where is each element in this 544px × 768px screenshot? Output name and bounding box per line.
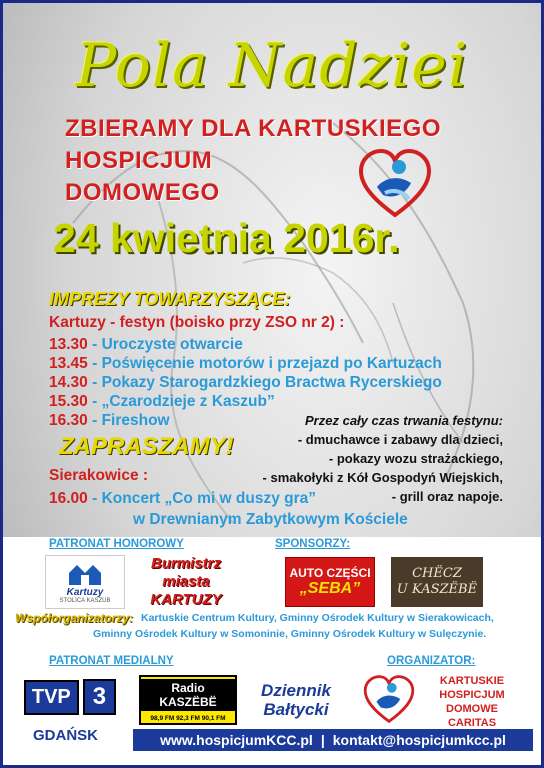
auto-czesci-seba-logo — [285, 557, 375, 607]
auto-czesci-text: AUTO CZĘŚCI — [289, 566, 371, 580]
hospice-heart-logo-icon — [355, 143, 435, 223]
tvp3-logo — [11, 675, 129, 719]
burmistrz-line: KARTUZY — [150, 591, 222, 608]
sponsors-label: SPONSORZY: — [275, 538, 351, 550]
schedule-text: - Poświęcenie motorów i przejazd po Kartuzach — [92, 355, 442, 372]
schedule-item — [49, 335, 442, 354]
checz-line: U KASZËBË — [396, 582, 478, 597]
schedule-item — [49, 373, 442, 392]
checz-line: CHËCZ — [412, 566, 462, 581]
website-link[interactable]: www.hospicjumKCC.pl — [160, 732, 313, 748]
festival-note-item: - dmuchawce i zabawy dla dzieci, — [297, 432, 503, 447]
tvp-number: 3 — [83, 679, 116, 715]
checz-u-kaszebe-logo — [391, 557, 483, 607]
schedule-item — [49, 392, 442, 411]
kartuzy-logo-sub: STOLICA KASZUB — [59, 597, 111, 604]
burmistrz-logo — [131, 553, 241, 611]
schedule-text: - Koncert „Co mi w duszy gra” — [92, 490, 317, 507]
organizer-label: ORGANIZATOR: — [387, 655, 476, 667]
seba-text: „SEBA” — [299, 580, 361, 597]
organizer-text — [417, 671, 527, 733]
coorganizers-line-2: Gminny Ośrodek Kultury w Somoninie, Gminny Ośrodek Kultury w Sulęczynie. — [93, 628, 487, 640]
footer-separator: | — [320, 732, 325, 748]
dziennik-line: Dziennik — [261, 681, 331, 700]
festival-note-heading: Przez cały czas trwania festynu: — [305, 413, 503, 428]
burmistrz-line: Burmistrz — [150, 555, 221, 572]
festival-note-item: - smakołyki z Kół Gospodyń Wiejskich, — [262, 470, 503, 485]
media-patronage-label: PATRONAT MEDIALNY — [49, 655, 174, 667]
contact-footer — [133, 729, 533, 751]
organizer-line: DOMOWE — [446, 703, 498, 715]
kartuzy-heading: Kartuzy - festyn (boisko przy ZSO nr 2) : — [49, 314, 345, 331]
coorganizers-line-1: Kartuskie Centrum Kultury, Gminny Ośrodek Kultury w Sierakowicach, — [141, 612, 494, 624]
honorary-patronage-label: PATRONAT HONOROWY — [49, 538, 184, 550]
slogan-line-2: HOSPICJUM — [65, 147, 213, 174]
radio-name: Radio KASZËBË — [141, 679, 235, 711]
slogan-line-1: ZBIERAMY DLA KARTUSKIEGO — [65, 115, 442, 142]
schedule-time: 14.30 — [49, 374, 88, 391]
kartuzy-logo-text: Kartuzy — [66, 586, 104, 598]
organizer-line: CARITAS — [447, 717, 497, 729]
town-crest-icon — [65, 561, 105, 587]
schedule-time: 13.45 — [49, 355, 88, 372]
radio-frequencies: 98,9 FM 92,3 FM 90,1 FM — [150, 714, 226, 722]
sierakowice-heading: Sierakowice : — [49, 467, 149, 484]
festival-note-item: - pokazy wozu strażackiego, — [328, 451, 503, 466]
organizer-heart-logo-icon — [361, 671, 417, 727]
schedule-time: 16.00 — [49, 490, 88, 507]
poster-title: Pola Nadziei — [75, 31, 469, 101]
email-link[interactable]: kontakt@hospicjumkcc.pl — [332, 732, 506, 748]
schedule-text: - „Czarodzieje z Kaszub” — [92, 393, 275, 410]
slogan-line-3: DOMOWEGO — [65, 179, 220, 206]
coorganizers-label: Współorganizatorzy: — [15, 611, 134, 625]
schedule-text: - Fireshow — [92, 412, 170, 429]
event-date: 24 kwietnia 2016r. — [53, 215, 400, 261]
organizer-line: KARTUSKIE — [439, 675, 505, 687]
schedule-time: 13.30 — [49, 336, 88, 353]
burmistrz-line: miasta — [162, 573, 210, 590]
radio-kaszebe-logo — [139, 675, 237, 725]
sierakowice-venue: w Drewnianym Zabytkowym Kościele — [133, 511, 408, 528]
sierakowice-event — [49, 489, 316, 508]
schedule-time: 16.30 — [49, 412, 88, 429]
schedule-item — [49, 354, 442, 373]
kartuzy-logo — [45, 555, 125, 609]
tvp-text: TVP — [24, 680, 79, 715]
organizer-line: HOSPICJUM — [439, 689, 505, 701]
schedule-time: 15.30 — [49, 393, 88, 410]
schedule-text: - Uroczyste otwarcie — [92, 336, 243, 353]
tvp-city: GDAŃSK — [33, 727, 99, 744]
invite-heading: ZAPRASZAMY! — [59, 433, 234, 460]
festival-note-item: - grill oraz napoje. — [391, 489, 503, 504]
events-heading: IMPREZY TOWARZYSZĄCE: — [49, 289, 291, 309]
dziennik-baltycki-logo — [243, 675, 349, 725]
schedule-text: - Pokazy Starogardzkiego Bractwa Rycerskiego — [92, 374, 442, 391]
dziennik-line: Bałtycki — [263, 700, 329, 719]
